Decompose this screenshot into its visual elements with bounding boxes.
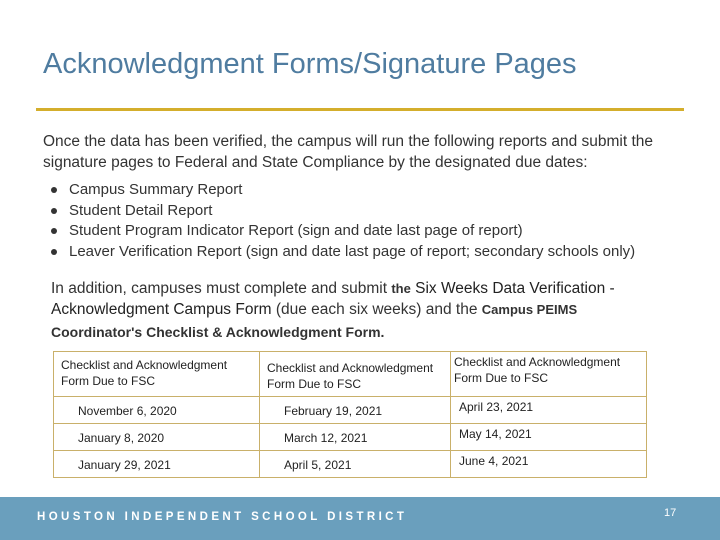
table-row: [54, 451, 647, 478]
intro-text: Once the data has been verified, the campus will run the following reports and submit the signature pages to Federal and State Compliance by the designated due dates:: [43, 133, 654, 171]
due-date-cell: January 29, 2021: [54, 451, 260, 478]
due-dates-table: [53, 351, 647, 478]
list-item: Student Program Indicator Report (sign and date last page of report): [43, 221, 635, 242]
due-date-cell: June 4, 2021: [451, 451, 647, 478]
table-row: [54, 424, 647, 451]
due-date-cell: January 8, 2020: [54, 424, 260, 451]
list-item: Campus Summary Report: [43, 180, 635, 201]
bullet-icon: [51, 228, 57, 234]
title-divider: [36, 108, 684, 111]
additional-requirements-text: In addition, campuses must complete and submit the Six Weeks Data Verification - Acknowledgment Campus Form (due each six weeks) and the Campus PEIMS Coordinator's Checklist & Acknowledgment Form.: [51, 280, 615, 340]
column-header: Checklist and Acknowledgment Form Due to FSC: [451, 352, 647, 397]
due-date-cell: April 5, 2021: [260, 451, 451, 478]
bullet-icon: [51, 208, 57, 214]
report-list: [43, 180, 635, 262]
list-item: Student Detail Report: [43, 201, 635, 222]
table-header-row: [54, 352, 647, 397]
list-item: Leaver Verification Report (sign and date last page of report; secondary schools only): [43, 242, 635, 263]
page-number: 17: [664, 507, 677, 519]
due-date-cell: February 19, 2021: [260, 397, 451, 424]
peims-checklist-name: Campus PEIMS: [481, 302, 578, 317]
due-date-cell: May 14, 2021: [451, 424, 647, 451]
district-name: HOUSTON INDEPENDENT SCHOOL DISTRICT: [37, 511, 408, 523]
table-row: [54, 397, 647, 424]
slide-title: Acknowledgment Forms/Signature Pages: [43, 48, 577, 80]
column-header: Checklist and Acknowledgment Form Due to FSC: [54, 352, 260, 397]
due-date-cell: November 6, 2020: [54, 397, 260, 424]
bullet-icon: [51, 187, 57, 193]
six-weeks-form-name: Six Weeks Data Verification - Acknowledgment Campus Form: [51, 280, 615, 318]
column-header: Checklist and Acknowledgment Form Due to FSC: [260, 352, 451, 397]
bullet-icon: [51, 249, 57, 255]
due-date-cell: March 12, 2021: [260, 424, 451, 451]
footer-band: [0, 497, 720, 540]
due-date-cell: April 23, 2021: [451, 397, 647, 424]
